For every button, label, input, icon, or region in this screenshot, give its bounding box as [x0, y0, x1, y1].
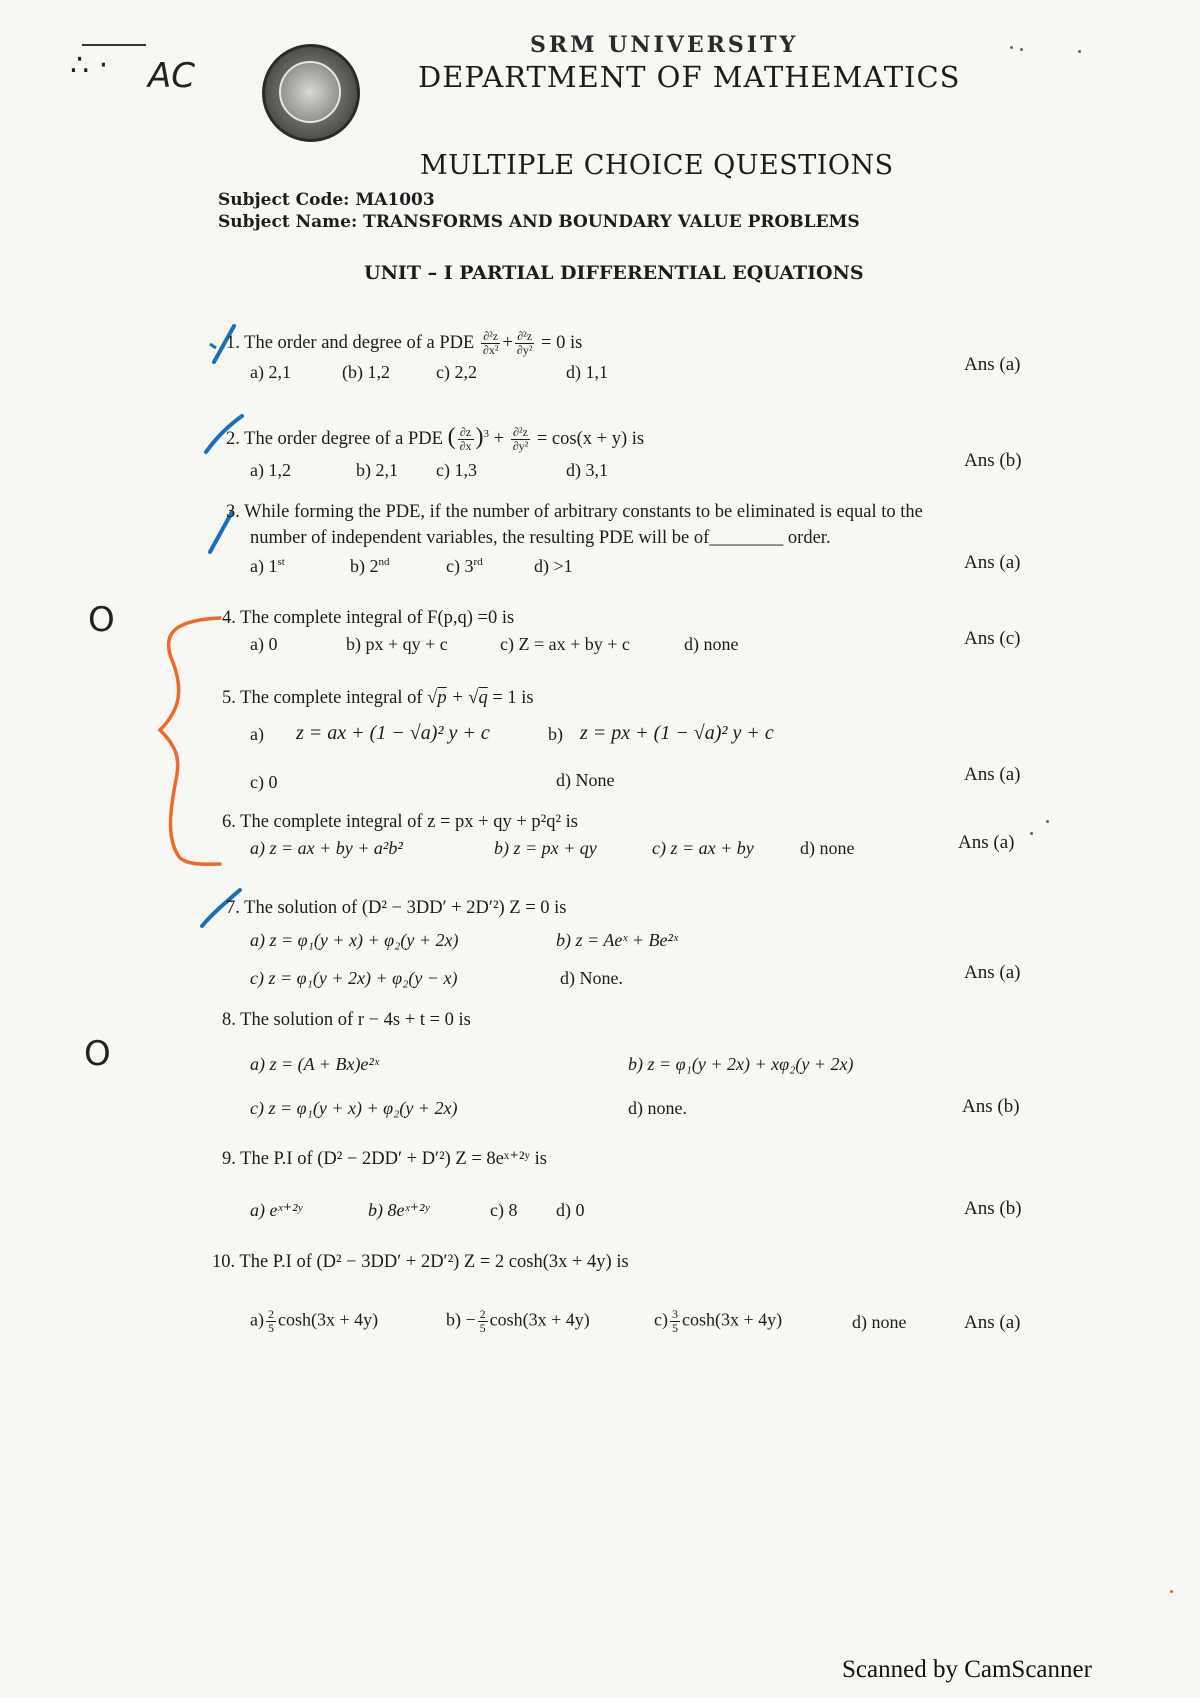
- option-c: c) 3rd: [446, 556, 483, 576]
- university-seal-icon: [262, 44, 360, 142]
- subject-code: Subject Code: MA1003: [218, 190, 435, 210]
- answer-label: Ans (b): [964, 1198, 1022, 1219]
- option-b: b) 2,1: [356, 460, 398, 480]
- option-d: d) 1,1: [566, 362, 608, 382]
- option-d: d) none.: [628, 1098, 687, 1118]
- question-5: 5. The complete integral of √p + √q = 1 is: [222, 688, 534, 708]
- option-b: (b) 1,2: [342, 362, 390, 382]
- option-b: b) z = φ₁(y + 2x) + xφ₂(y + 2x): [628, 1054, 854, 1074]
- question-6: 6. The complete integral of z = px + qy + p²q² is: [222, 812, 578, 832]
- option-b-label: b): [548, 724, 563, 744]
- option-a: a) 1,2: [250, 460, 291, 480]
- option-d: d) none: [684, 634, 739, 654]
- answer-label: Ans (a): [964, 962, 1021, 983]
- question-1: 1. The order and degree of a PDE $\frac{\text{∂²z}}{\text{∂x²}}$ + $\frac{\text{∂²z}}{\text{∂y²}}$ = 0 is: [226, 329, 583, 357]
- answer-label: Ans (a): [964, 1312, 1021, 1333]
- option-d: d) None: [556, 770, 615, 790]
- option-a: a) z = (A + Bx)e²ˣ: [250, 1054, 379, 1074]
- option-d: d) >1: [534, 556, 573, 576]
- answer-label: Ans (b): [964, 450, 1022, 471]
- answer-label: Ans (b): [962, 1096, 1020, 1117]
- question-4: 4. The complete integral of F(p,q) =0 is: [222, 608, 515, 628]
- option-a: a) 2,1: [250, 362, 291, 382]
- option-c: c) Z = ax + by + c: [500, 634, 630, 654]
- option-a-label: a): [250, 724, 264, 744]
- option-b: b) − $\frac{2}{5}$ cosh(3x + 4y): [446, 1307, 590, 1335]
- option-d: d) 0: [556, 1200, 585, 1220]
- unit-title: UNIT – I PARTIAL DIFFERENTIAL EQUATIONS: [364, 262, 864, 284]
- option-c: c) $\frac{3}{5}$ cosh(3x + 4y): [654, 1307, 783, 1335]
- option-b: b) 8eˣ⁺²ʸ: [368, 1200, 430, 1220]
- option-b: b) z = px + qy: [494, 838, 597, 858]
- option-a: a) eˣ⁺²ʸ: [250, 1200, 303, 1220]
- handwritten-circle-mark: O: [84, 1034, 111, 1074]
- option-d: d) 3,1: [566, 460, 608, 480]
- option-a: a) 0: [250, 634, 278, 654]
- handwritten-dots: ∴ ·: [70, 48, 109, 83]
- option-b: z = px + (1 − √a)² y + c: [580, 722, 774, 744]
- option-a: a) z = φ₁(y + x) + φ₂(y + 2x): [250, 930, 459, 950]
- option-c: c) 1,3: [436, 460, 477, 480]
- answer-label: Ans (c): [964, 628, 1021, 649]
- answer-label: Ans (a): [964, 764, 1021, 785]
- question-2: 2. The order degree of a PDE ( $\frac{\partial z}{\partial x}$ )$^3$ + $\frac{\text{∂²z}}{\text{∂y²}}$ = cos(x + y) is: [226, 424, 645, 454]
- orange-brace-mark: [140, 610, 230, 870]
- question-3-line-2: number of independent variables, the resulting PDE will be of________ order.: [250, 528, 831, 548]
- option-d: d) none: [800, 838, 855, 858]
- answer-label: Ans (a): [964, 354, 1021, 375]
- option-d: d) None.: [560, 968, 623, 988]
- option-a: a) z = ax + by + a²b²: [250, 838, 403, 858]
- answer-label: Ans (a): [964, 552, 1021, 573]
- document-title: MULTIPLE CHOICE QUESTIONS: [420, 150, 894, 181]
- option-c: c) 2,2: [436, 362, 477, 382]
- option-b: b) 2nd: [350, 556, 390, 576]
- option-d: d) none: [852, 1312, 907, 1332]
- option-a: a) $\frac{2}{5}$ cosh(3x + 4y): [250, 1307, 379, 1335]
- option-b: b) z = Aeˣ + Be²ˣ: [556, 930, 678, 950]
- handwritten-note: AC: [148, 56, 195, 96]
- question-8: 8. The solution of r − 4s + t = 0 is: [222, 1010, 471, 1030]
- answer-label: Ans (a): [958, 832, 1015, 853]
- option-c: c) 8: [490, 1200, 518, 1220]
- question-3-line-1: 3. While forming the PDE, if the number of arbitrary constants to be eliminated is equal to the: [226, 502, 923, 522]
- option-c: c) 0: [250, 772, 278, 792]
- subject-name: Subject Name: TRANSFORMS AND BOUNDARY VALUE PROBLEMS: [218, 212, 860, 232]
- option-c: c) z = ax + by: [652, 838, 754, 858]
- handwritten-circle-mark: O: [88, 600, 115, 640]
- university-name: SRM UNIVERSITY: [530, 32, 799, 58]
- option-c: c) z = φ₁(y + 2x) + φ₂(y − x): [250, 968, 458, 988]
- question-7: 7. The solution of (D² − 3DD′ + 2D′²) Z = 0 is: [226, 898, 567, 918]
- option-c: c) z = φ₁(y + x) + φ₂(y + 2x): [250, 1098, 458, 1118]
- scanner-watermark: Scanned by CamScanner: [842, 1656, 1092, 1683]
- question-10: 10. The P.I of (D² − 3DD′ + 2D′²) Z = 2 cosh(3x + 4y) is: [212, 1252, 629, 1272]
- option-b: b) px + qy + c: [346, 634, 448, 654]
- question-9: 9. The P.I of (D² − 2DD′ + D′²) Z = 8eˣ⁺²ʸ is: [222, 1149, 547, 1169]
- department-title: DEPARTMENT OF MATHEMATICS: [418, 60, 961, 94]
- option-a: a) 1st: [250, 556, 285, 576]
- option-a: z = ax + (1 − √a)² y + c: [296, 722, 490, 744]
- handwritten-stroke: [82, 44, 146, 46]
